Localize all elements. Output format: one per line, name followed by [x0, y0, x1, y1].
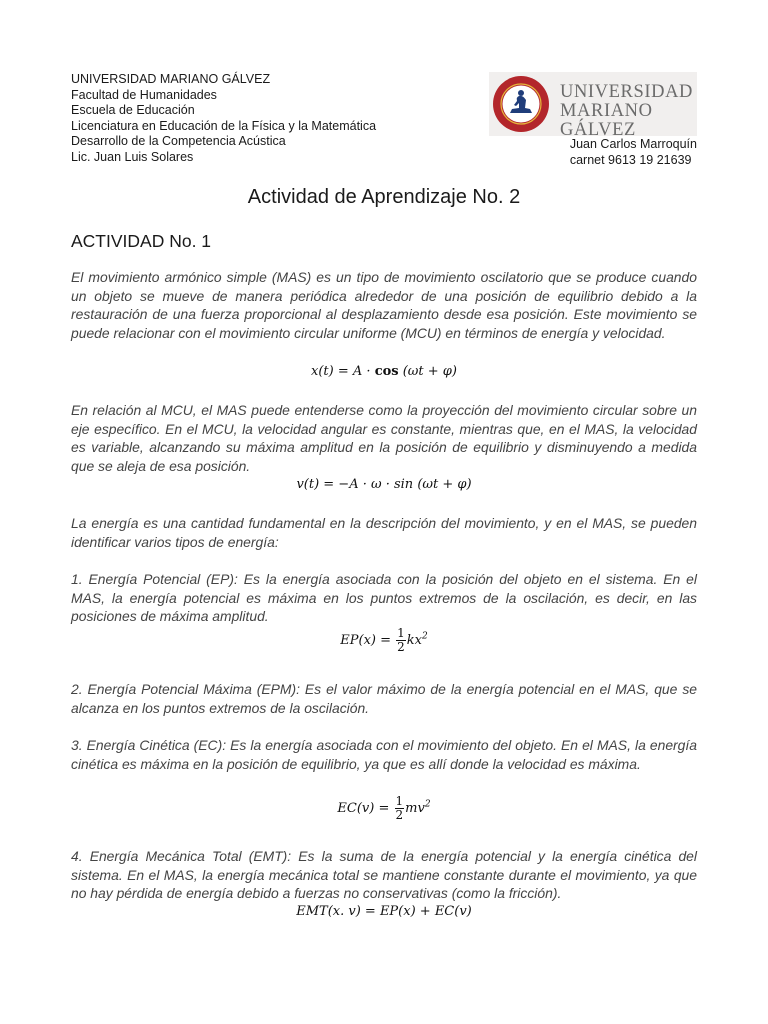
formula-ep-right: kx [406, 633, 422, 648]
formula-position-cos: cos [374, 364, 399, 379]
formula-kinetic-energy [0, 795, 768, 822]
logo-line-1: UNIVERSIDAD [560, 82, 694, 102]
formula-ep-denominator: 2 [397, 640, 405, 654]
logo-wordmark [560, 83, 697, 140]
formula-position-left: x(t) = A · [311, 364, 375, 379]
logo-line-2: MARIANO GÁLVEZ [560, 101, 653, 140]
formula-ep-left: EP(x) = [340, 633, 396, 648]
paragraph-mas-intro: El movimiento armónico simple (MAS) es un tipo de movimiento oscilatorio que se produce cuando un objeto se mueve de manera periódica alrededor de una posición de equilibrio debido a la restauración de una fuerza proporcional al desplazamiento desde esa posición. Este movimiento se puede relacionar con el movimiento circular uniforme (MCU) en términos de energía y velocidad. [71, 269, 697, 342]
paragraph-energy-intro: La energía es una cantidad fundamental en la descripción del movimiento, y en el MAS, se pueden identificar varios tipos de energía: [71, 515, 697, 550]
header-course: Desarrollo de la Competencia Acústica [71, 134, 286, 149]
document-title: Actividad de Aprendizaje No. 2 [247, 186, 521, 208]
formula-ec-denominator: 2 [395, 808, 404, 822]
formula-total-mechanical-energy: EMT(x. v) = EP(x) + EC(v) [296, 904, 472, 919]
formula-velocity: v(t) = −A · ω · sin (ωt + φ) [296, 477, 472, 492]
header-school: Escuela de Educación [71, 103, 195, 118]
paragraph-mcu-relation: En relación al MCU, el MAS puede entenderse como la proyección del movimiento circular sobre un eje específico. En el MCU, la velocidad angular es constante, mientras que, en el MAS, la velocidad es variable, alcanzando su máxima amplitud en la posición de equilibrio y disminuyendo a medida que se aleja de esa posición. [71, 402, 697, 475]
formula-ec-left: EC(v) = [337, 801, 394, 816]
paragraph-total-mechanical-energy: 4. Energía Mecánica Total (EMT): Es la suma de la energía potencial y la energía cinética del sistema. En el MAS, la energía mecánica total se mantiene constante durante el movimiento, ya que no hay pérdida de energía debido a fuerzas no conservativas (como la fricción). [71, 848, 697, 902]
paragraph-kinetic-energy: 3. Energía Cinética (EC): Es la energía asociada con el movimiento del objeto. En el MAS, la energía cinética es máxima en la posición de equilibrio, ya que es allí donde la velocidad es máxima. [71, 737, 697, 772]
formula-potential-energy [0, 627, 768, 654]
formula-ec-numerator: 1 [395, 794, 404, 808]
formula-ep-numerator: 1 [397, 626, 405, 640]
header-degree: Licenciatura en Educación de la Física y la Matemática [71, 118, 377, 133]
university-logo [489, 72, 697, 140]
student-carnet: carnet 9613 19 21639 [569, 152, 692, 167]
header-faculty: Facultad de Humanidades [71, 87, 217, 102]
formula-ep-fraction [396, 627, 406, 654]
header-university: UNIVERSIDAD MARIANO GÁLVEZ [71, 72, 271, 86]
formula-position-right: (ωt + φ) [398, 364, 457, 379]
section-heading: ACTIVIDAD No. 1 [71, 231, 212, 251]
institution-header [71, 72, 376, 166]
formula-ec-fraction [395, 795, 405, 822]
student-name: Juan Carlos Marroquín [569, 137, 697, 151]
formula-ep-exponent: 2 [422, 631, 428, 642]
formula-position [0, 364, 768, 379]
formula-ec-right: mv [405, 801, 425, 816]
paragraph-potential-energy: 1. Energía Potencial (EP): Es la energía asociada con la posición del objeto en el sistema. En el MAS, la energía potencial es máxima en los puntos extremos de la oscilación, es decir, en las posiciones de máxima amplitud. [71, 571, 697, 625]
header-professor: Lic. Juan Luis Solares [71, 149, 194, 164]
formula-ec-exponent: 2 [424, 799, 431, 810]
paragraph-max-potential-energy: 2. Energía Potencial Máxima (EPM): Es el valor máximo de la energía potencial en el MAS, que se alcanza en los puntos extremos de la oscilación. [71, 681, 697, 716]
student-info [570, 137, 697, 168]
university-seal-icon [492, 75, 550, 133]
